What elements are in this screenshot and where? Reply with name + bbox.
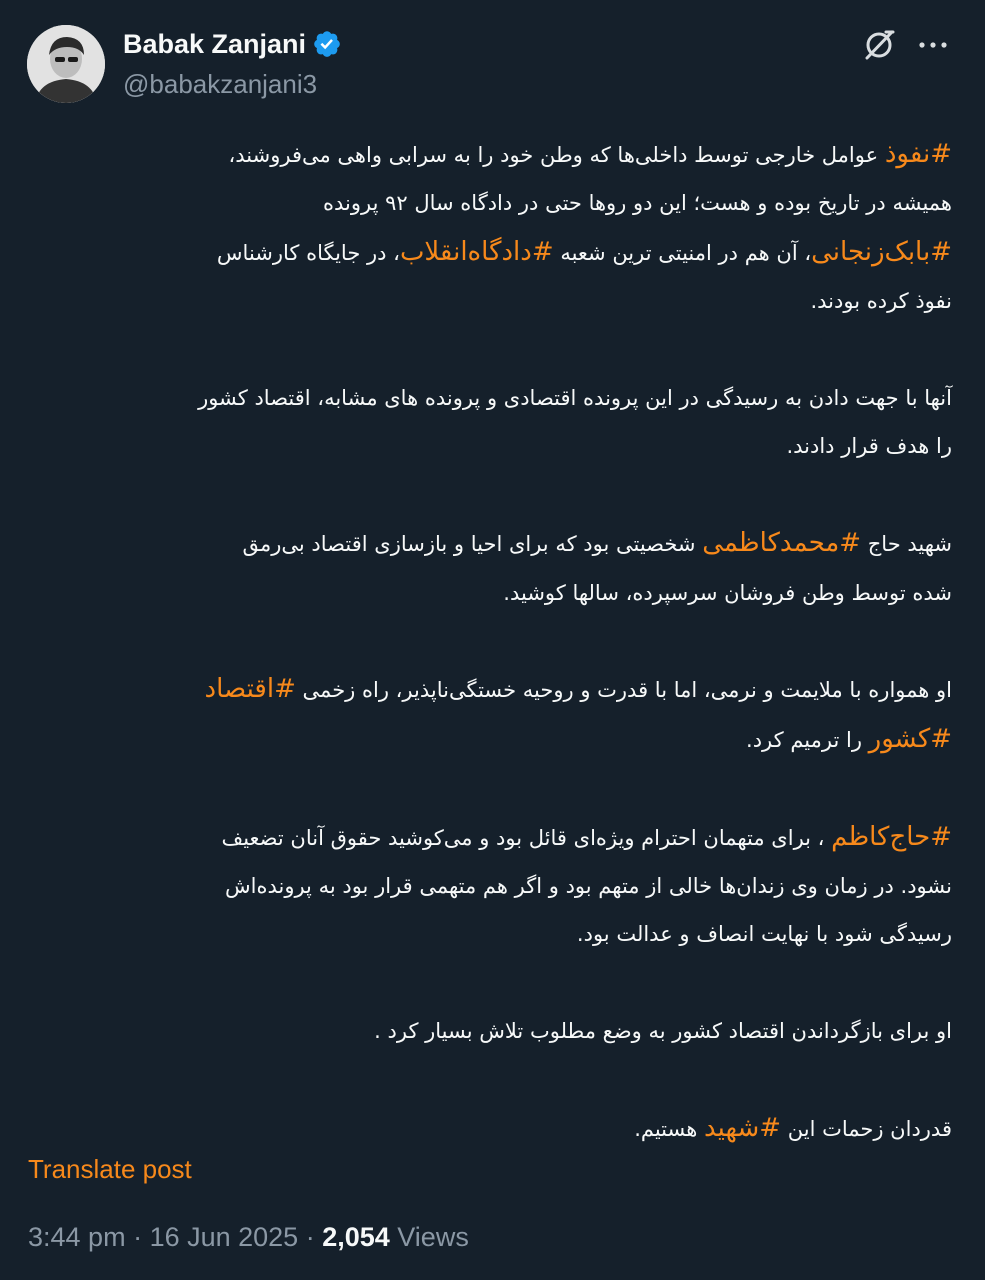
text-span: ، در جایگاه کارشناس <box>216 240 400 265</box>
verified-badge-icon <box>312 29 342 59</box>
text-line <box>30 277 952 325</box>
author-name-row[interactable] <box>123 28 342 60</box>
text-span: او برای بازگرداندن اقتصاد کشور به وضع مطلوب تلاش بسیار کرد . <box>374 1019 952 1044</box>
text-line <box>30 862 952 910</box>
hashtag-link[interactable]: #کشور <box>868 723 952 754</box>
text-span: همیشه در تاریخ بوده و هست؛ این دو روها حتی در دادگاه سال ۹۲ پرونده <box>323 191 952 216</box>
translate-post-link[interactable]: Translate post <box>28 1154 192 1184</box>
tweet-paragraph-7 <box>30 1104 952 1153</box>
text-span: نفوذ کرده بودند. <box>810 289 952 314</box>
tweet-meta <box>28 1222 469 1253</box>
tweet-paragraph-1 <box>30 130 952 326</box>
text-span: عوامل خارجی توسط داخلی‌ها که وطن خود را به سرابی واهی می‌فروشند، <box>228 143 885 167</box>
text-span: او همواره با ملایمت و نرمی، اما با قدرت و روحیه خستگی‌ناپذیر، راه زخمی <box>295 678 952 703</box>
more-icon[interactable] <box>916 30 950 60</box>
meta-separator: · <box>125 1222 150 1252</box>
text-line <box>30 374 952 422</box>
text-span: هستیم. <box>634 1117 704 1142</box>
post-date[interactable]: 16 Jun 2025 <box>149 1222 299 1252</box>
text-line <box>30 519 952 568</box>
text-span: ، برای متهمان احترام ویژه‌ای قائل بود و می‌کوشید حقوق آنان تضعیف <box>221 825 832 850</box>
hashtag-link[interactable]: #اقتصاد <box>204 674 296 705</box>
text-line <box>30 179 952 227</box>
text-line <box>30 228 952 277</box>
avatar[interactable] <box>27 25 105 103</box>
tweet-paragraph-2 <box>30 374 952 471</box>
author-handle[interactable]: @babakzanjani3 <box>123 69 318 99</box>
text-line <box>30 569 952 617</box>
tweet-paragraph-5 <box>30 813 952 959</box>
hashtag-link[interactable]: #محمدکاظمی <box>702 528 862 559</box>
text-line <box>30 1007 952 1055</box>
text-span: شهید حاج <box>861 532 952 557</box>
views-count: 2,054 <box>322 1222 390 1252</box>
text-line <box>30 813 952 862</box>
hashtag-link[interactable]: #دادگاه‌انقلاب <box>399 236 554 267</box>
text-span: رسیدگی شود با نهایت انصاف و عدالت بود. <box>576 922 952 947</box>
text-span: شخصیتی بود که برای احیا و بازسازی اقتصاد بی‌رمق <box>242 532 703 557</box>
text-line <box>30 130 952 179</box>
hashtag-link[interactable]: #نفوذ <box>884 139 952 169</box>
text-span: نشود. در زمان وی زندان‌ها خالی از متهم بود و اگر هم متهمی قرار بود به پرونده‌اش <box>224 874 952 899</box>
text-line <box>30 715 952 764</box>
text-span: ، آن هم در امنیتی ترین شعبه <box>553 240 812 265</box>
tweet-paragraph-4 <box>30 665 952 764</box>
tweet-header <box>0 0 985 120</box>
text-line <box>30 422 952 470</box>
hashtag-link[interactable]: #شهید <box>704 1113 782 1144</box>
avatar-photo <box>27 25 105 103</box>
tweet-paragraph-3 <box>30 519 952 617</box>
text-line <box>30 1104 952 1153</box>
text-span: شده توسط وطن فروشان سرسپرده، سالها کوشید. <box>503 580 952 605</box>
text-line <box>30 910 952 958</box>
hashtag-link[interactable]: #حاج‌کاظم <box>831 821 952 852</box>
text-line <box>30 665 952 714</box>
hashtag-link[interactable]: #بابک‌زنجانی <box>811 236 952 267</box>
tweet-paragraph-6 <box>30 1007 952 1055</box>
views-label: Views <box>389 1222 469 1252</box>
tweet-text <box>30 130 952 1153</box>
author-display-name[interactable]: Babak Zanjani <box>123 29 307 59</box>
text-span: آنها با جهت دادن به رسیدگی در این پرونده اقتصادی و پرونده های مشابه، اقتصاد کشور <box>198 386 952 411</box>
text-span: قدردان زحمات این <box>781 1117 952 1142</box>
post-time[interactable]: 3:44 pm <box>28 1222 126 1252</box>
text-span: را هدف قرار دادند. <box>786 434 952 459</box>
grok-icon[interactable] <box>862 28 896 62</box>
meta-separator: · <box>298 1222 323 1252</box>
text-span: را ترمیم کرد. <box>746 727 869 752</box>
